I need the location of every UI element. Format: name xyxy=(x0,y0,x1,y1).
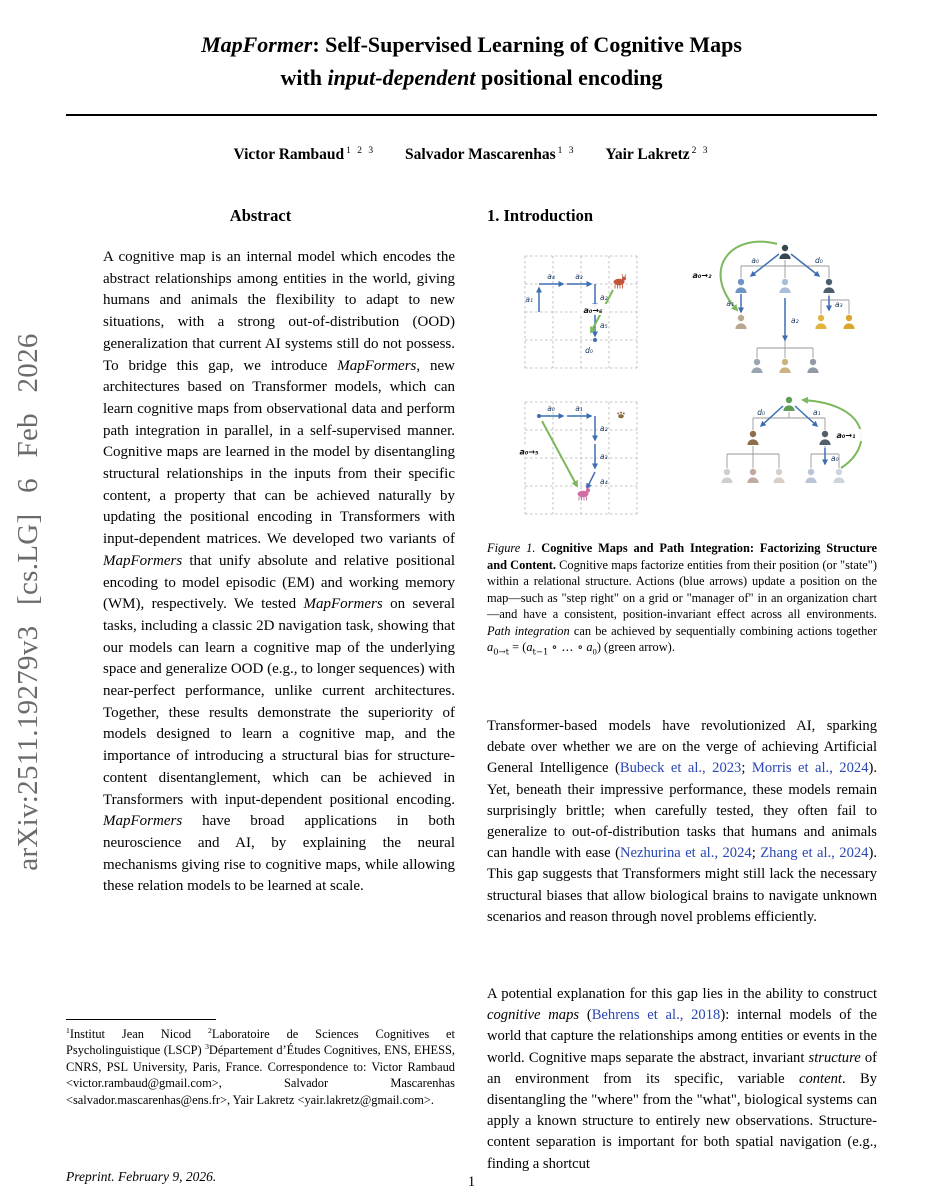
author-3-affiliations: 2 3 xyxy=(691,146,710,156)
action-label: a₅ xyxy=(600,321,608,330)
observation-label: d₀ xyxy=(815,256,823,265)
person-icon xyxy=(747,431,758,445)
person-icon xyxy=(783,397,794,411)
paw-icon xyxy=(617,412,625,419)
action-label: a₃ xyxy=(575,272,583,281)
person-icon xyxy=(815,315,826,329)
person-icon xyxy=(779,279,790,293)
observation-label: d₀ xyxy=(585,346,593,355)
preprint-note: Preprint. February 9, 2026. xyxy=(66,1169,217,1184)
action-label: a₁ xyxy=(525,295,533,304)
abstract-heading: Abstract xyxy=(229,206,292,225)
author-3-name: Yair Lakretz xyxy=(605,146,690,164)
person-icon xyxy=(735,315,746,329)
footnote-rule xyxy=(66,1019,216,1020)
composed-action-label: a₀→₁ xyxy=(836,431,856,440)
page-number: 1 xyxy=(467,1174,476,1190)
person-icon xyxy=(823,279,834,293)
composed-action-label: a₀→₂ xyxy=(692,271,712,280)
org-chart-bottom xyxy=(721,397,863,483)
arxiv-stamp: arXiv:2511.19279v3 [cs.LG] 6 Feb 2026 xyxy=(12,333,44,871)
person-icon xyxy=(843,315,854,329)
action-label: a₃ xyxy=(600,452,608,461)
action-label: a₁ xyxy=(813,408,821,417)
composed-action-label: a₀→₆ xyxy=(583,305,603,315)
section-heading-introduction: 1. Introduction xyxy=(487,206,594,225)
grid-world-bottom xyxy=(513,402,637,514)
person-icon xyxy=(773,469,784,483)
person-icon xyxy=(735,279,746,293)
author-3 xyxy=(605,146,709,163)
person-icon xyxy=(751,359,762,373)
author-1-affiliations: 1 2 3 xyxy=(346,146,376,156)
deer-icon xyxy=(614,274,627,289)
action-label: a₀ xyxy=(547,404,555,413)
abstract-body: A cognitive map is an internal model which encodes the abstract relationships among entities in the world, giving humans and animals the flexibility to adapt to new situations, with a strong out-of-distribution (OOD) generalization that current AI systems still do not possess. To bridge this gap, we introduce MapFormers, new architectures based on Transformer models, which can learn cognitive maps from observational data and perform path integration in parallel, in a self-supervised manner. Cognitive maps are learned in the model by disentangling structural relationships in the inputs from their specific content, a property that can be achieved naturally by updating the positional encoding in Transformers with input-dependent matrices. We developed two variants of MapFormers that unify absolute and relative positional encoding to model episodic (EM) and working memory (WM), respectively. We tested MapFormers on several tasks, including a classic 2D navigation task, showing that our models can learn a cognitive map of the underlying space and generalize OOD (e.g., to longer sequences) with near-perfect performance, unlike current architectures. Together, these results demonstrate the superiority of models designed to learn a cognitive map, and the importance of introducing a structural bias for structure-content disentanglement, which can be achieved in Transformers with input-dependent positional encoding. MapFormers have broad applications in both neuroscience and AI, by explaining the neural mechanisms giving rise to cognitive maps, while allowing these relation models to be learned at scale. xyxy=(103,249,455,895)
author-1-name: Victor Rambaud xyxy=(233,146,345,164)
observation-label: d₀ xyxy=(757,408,765,417)
action-label: a₂ xyxy=(600,424,608,433)
end-state-dot xyxy=(593,338,597,342)
authors-line xyxy=(66,146,877,164)
person-icon xyxy=(721,469,732,483)
action-label: a₂ xyxy=(791,316,799,325)
pink-deer-icon xyxy=(578,486,591,501)
person-icon xyxy=(807,359,818,373)
author-2-name: Salvador Mascarenhas xyxy=(405,146,556,164)
path-integration-arrow xyxy=(542,421,577,486)
figure-1 xyxy=(487,238,877,530)
introduction-paragraph-2: A potential explanation for this gap lies in the ability to construct cognitive maps (Behrens et al., 2018): internal models of the world that capture the relationships among entities or events in the world. Cognitive maps separate the abstract, invariant structure of an environment from its specific, variable content. By disentangling the "where" from the "what", biological systems can apply a known structure to entirely new observations. Structure-content separation is important for both spatial navigation (e.g., finding a shortcut xyxy=(487,986,877,1172)
figure-1-caption: Figure 1. Cognitive Maps and Path Integration: Factorizing Structure and Content. Cognitive maps factorize entities from their position (or "state") within a relational structure. Actions (blue arrows) update a position on the map—such as "step right" on a grid or "manager of" in an organization chart—and have a consistent, position-invariant effect across all environments. Path integration can be achieved by sequentially combining actions together $a_{0\to t} = (a_{t-1}$ ∘ ... ∘ $a_0$) (green arrow). xyxy=(487,541,877,657)
title-rule xyxy=(66,114,877,116)
author-2-affiliations: 1 3 xyxy=(557,146,576,156)
action-label: a₁ xyxy=(575,404,583,413)
author-2 xyxy=(405,146,575,163)
person-icon xyxy=(747,469,758,483)
action-label: a₄ xyxy=(547,272,555,281)
action-label: a₁ xyxy=(726,299,734,308)
figure-1-graphic xyxy=(487,238,877,530)
title-line-2: with input-dependent positional encoding xyxy=(280,65,663,90)
paper-title xyxy=(66,28,877,94)
action-label: a₄ xyxy=(600,477,608,486)
person-icon xyxy=(779,359,790,373)
action-label: a₀ xyxy=(831,454,839,463)
author-1 xyxy=(234,146,376,163)
action-label: a₀ xyxy=(751,256,759,265)
introduction-paragraph-1: Transformer-based models have revolutionized AI, sparking debate over whether we are on the verge of achieving Artificial General Intelligence (Bubeck et al., 2023; Morris et al., 2024). Yet, beneath their impressive performance, these models remain surprisingly brittle; when carefully tested, they often fail to generalize to out-of-distribution tasks that humans and animals can handle with ease (Nezhurina et al., 2024; Zhang et al., 2024). This gap suggests that Transformers might still lack the necessary structural biases that allow biological brains to navigate unknown scenarios and reason through novel problems efficiently. xyxy=(487,718,878,925)
composed-action-label: a₀→₅ xyxy=(519,447,539,457)
action-label: a₂ xyxy=(600,293,608,302)
grid-world-top xyxy=(525,256,637,368)
person-icon xyxy=(833,469,844,483)
person-icon xyxy=(779,245,790,259)
person-icon xyxy=(819,431,830,445)
org-chart-top xyxy=(685,242,855,373)
affiliations-footnote: $^1$Institut Jean Nicod $^2$Laboratoire de Sciences Cognitives et Psycholinguistique (LSCP) $^3$Département d’Études Cognitives, ENS, EHESS, CNRS, PSL University, Paris, France. Correspondence to: Victor Rambaud <victor.rambaud@gmail.com>, Salvador Mascarenhas <salvador.mascarenhas@ens.fr>, Yair Lakretz <yair.lakretz@gmail.com>. xyxy=(66,1025,456,1107)
action-label: a₃ xyxy=(835,300,843,309)
title-line-1: MapFormer: Self-Supervised Learning of Cognitive Maps xyxy=(201,32,742,57)
person-icon xyxy=(805,469,816,483)
